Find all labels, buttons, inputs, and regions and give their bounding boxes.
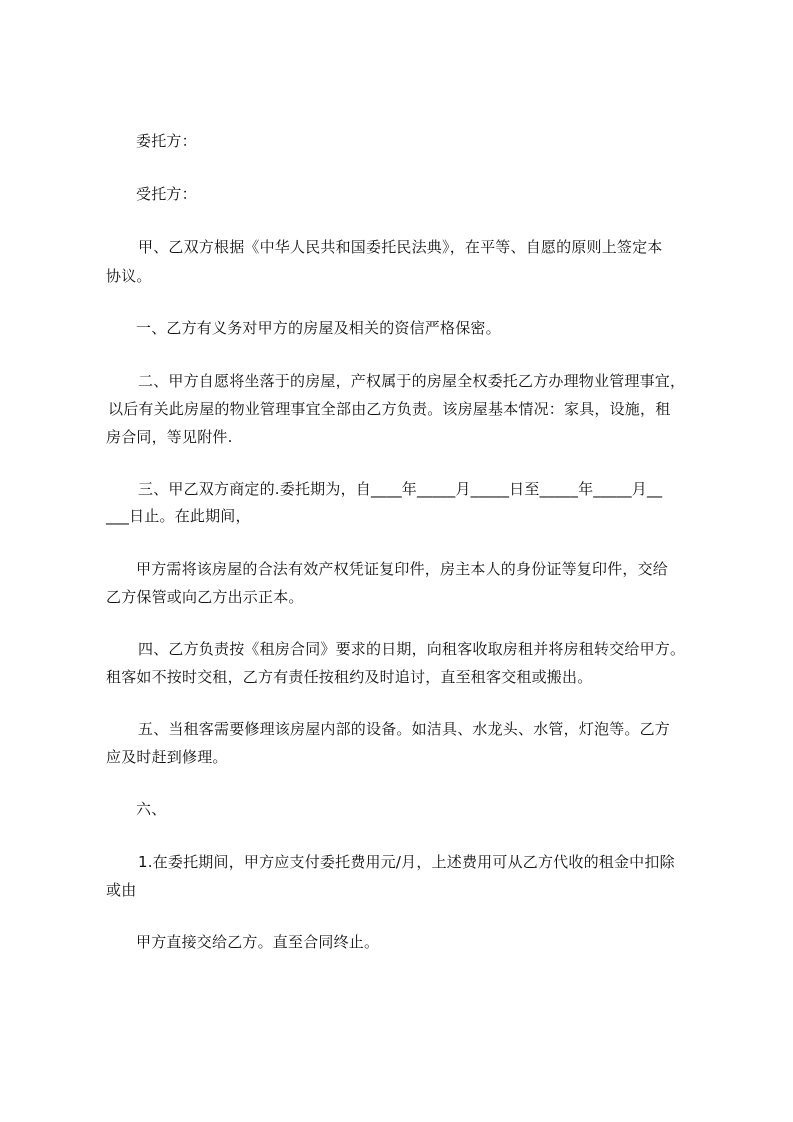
clause-4-line-2: 租客如不按时交租，乙方有责任按租约及时追讨，直至租客交租或搬出。 <box>106 668 593 686</box>
clause-2-line-1: 二、甲方自愿将坐落于的房屋，产权属于的房屋全权委托乙方办理物业管理事宜， <box>138 372 686 390</box>
clause-1: 一、乙方有义务对甲方的房屋及相关的资信严格保密。 <box>136 319 501 337</box>
clause-2-line-3: 房合同，等见附件. <box>106 428 233 446</box>
clause-6-item-1-line-2: 或由 <box>106 881 137 899</box>
clause-6-item-1-line-1: 1.在委托期间，甲方应支付委托费用元/月，上述费用可从乙方代收的租金中扣除 <box>138 853 675 871</box>
trustee-label: 受托方： <box>136 185 197 203</box>
clause-4-line-1: 四、乙方负责按《租房合同》要求的日期，向租客收取房租并将房租转交给甲方。 <box>138 640 686 658</box>
clause-2-line-2: 以后有关此房屋的物业管理事宜全部由乙方负责。该房屋基本情况：家具，设施，租 <box>108 400 671 418</box>
clause-3-line-2: ___日止。在此期间， <box>106 507 251 525</box>
clause-3-paragraph-line-2: 乙方保管或向乙方出示正本。 <box>106 588 304 606</box>
intro-line-1: 甲、乙双方根据《中华人民共和国委托民法典》，在平等、自愿的原则上签定本 <box>138 238 663 256</box>
intro-line-2: 协议。 <box>106 267 152 285</box>
clause-5-line-2: 应及时赶到修理。 <box>106 748 228 766</box>
clause-3-line-1: 三、甲乙双方商定的.委托期为，自____年_____月_____日至_____年_____月__ <box>138 480 663 498</box>
clause-3-paragraph-line-1: 甲方需将该房屋的合法有效产权凭证复印件，房主本人的身份证等复印件，交给 <box>136 560 669 578</box>
clause-5-line-1: 五、当租客需要修理该房屋内部的设备。如洁具、水龙头、水管，灯泡等。乙方 <box>138 720 671 738</box>
clause-6-item-1-line-3: 甲方直接交给乙方。直至合同终止。 <box>136 933 380 951</box>
client-label: 委托方： <box>136 132 197 150</box>
clause-6-heading: 六、 <box>136 800 167 818</box>
